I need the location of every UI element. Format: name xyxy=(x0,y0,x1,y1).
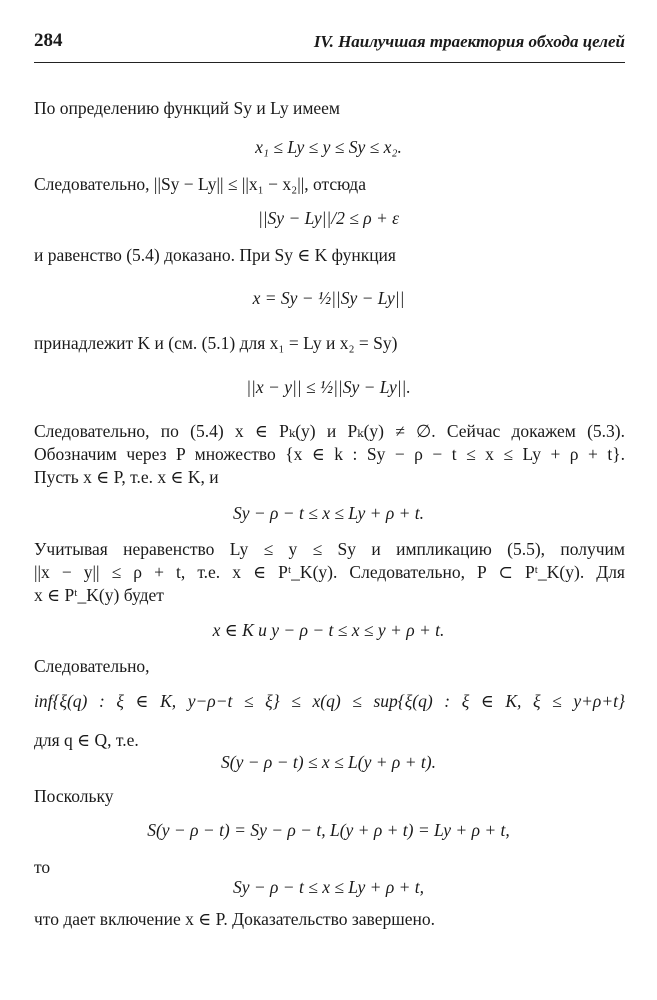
text-line: что дает включение x ∈ P. Доказательство завершено. xyxy=(34,909,435,929)
display-formula: x = Sy − ½||Sy − Ly|| xyxy=(252,288,405,308)
display-formula: S(y − ρ − t) = Sy − ρ − t, L(y + ρ + t) = Ly + ρ + t, xyxy=(147,820,510,840)
page-header xyxy=(34,30,625,60)
display-formula: Sy − ρ − t ≤ x ≤ Ly + ρ + t, xyxy=(232,877,425,897)
text-line: то xyxy=(34,857,51,877)
text-line: Следовательно, xyxy=(34,656,150,676)
display-formula: Sy − ρ − t ≤ x ≤ Ly + ρ + t. xyxy=(232,503,425,523)
display-formula: x₁ ≤ Ly ≤ y ≤ Sy ≤ x₂. xyxy=(255,137,402,157)
text-line: Следовательно, по (5.4) x ∈ Pₖ(y) и Pₖ(y) ≠ ∅. Сейчас докажем (5.3). xyxy=(34,421,625,441)
display-formula: ||x − y|| ≤ ½||Sy − Ly||. xyxy=(246,377,411,397)
text-line: По определению функций Sy и Ly имеем xyxy=(34,98,341,118)
display-formula: S(y − ρ − t) ≤ x ≤ L(y + ρ + t). xyxy=(221,752,436,772)
running-title: IV. Наилучшая траектория обхода целей xyxy=(313,32,625,51)
text-line: для q ∈ Q, т.е. xyxy=(34,730,139,750)
text-line: Поскольку xyxy=(34,786,114,806)
text-line: Обозначим через P множество {x ∈ k : Sy − ρ − t ≤ x ≤ Ly + ρ + t}. xyxy=(34,444,625,464)
text-line: Пусть x ∈ P, т.е. x ∈ K, и xyxy=(34,467,219,487)
text-line: x ∈ Pᵗ_K(y) будет xyxy=(34,585,164,605)
display-formula: inf{ξ(q) : ξ ∈ K, y−ρ−t ≤ ξ} ≤ x(q) ≤ sup{ξ(q) : ξ ∈ K, ξ ≤ y+ρ+t} xyxy=(34,691,625,711)
display-formula: ||Sy − Ly||/2 ≤ ρ + ε xyxy=(257,208,400,228)
page-number: 284 xyxy=(34,30,63,51)
text-line: Следовательно, ||Sy − Ly|| ≤ ||x₁ − x₂||, отсюда xyxy=(34,174,366,194)
text-line: принадлежит K и (см. (5.1) для x₁ = Ly и x₂ = Sy) xyxy=(34,333,398,353)
text-line: ||x − y|| ≤ ρ + t, т.е. x ∈ Pᵗ_K(y). Следовательно, P ⊂ Pᵗ_K(y). Для xyxy=(34,562,625,582)
text-line: Учитывая неравенство Ly ≤ y ≤ Sy и импликацию (5.5), получим xyxy=(34,539,625,559)
display-formula: x ∈ K и y − ρ − t ≤ x ≤ y + ρ + t. xyxy=(212,620,445,640)
header-rule xyxy=(34,62,625,63)
text-line: и равенство (5.4) доказано. При Sy ∈ K функция xyxy=(34,245,396,265)
